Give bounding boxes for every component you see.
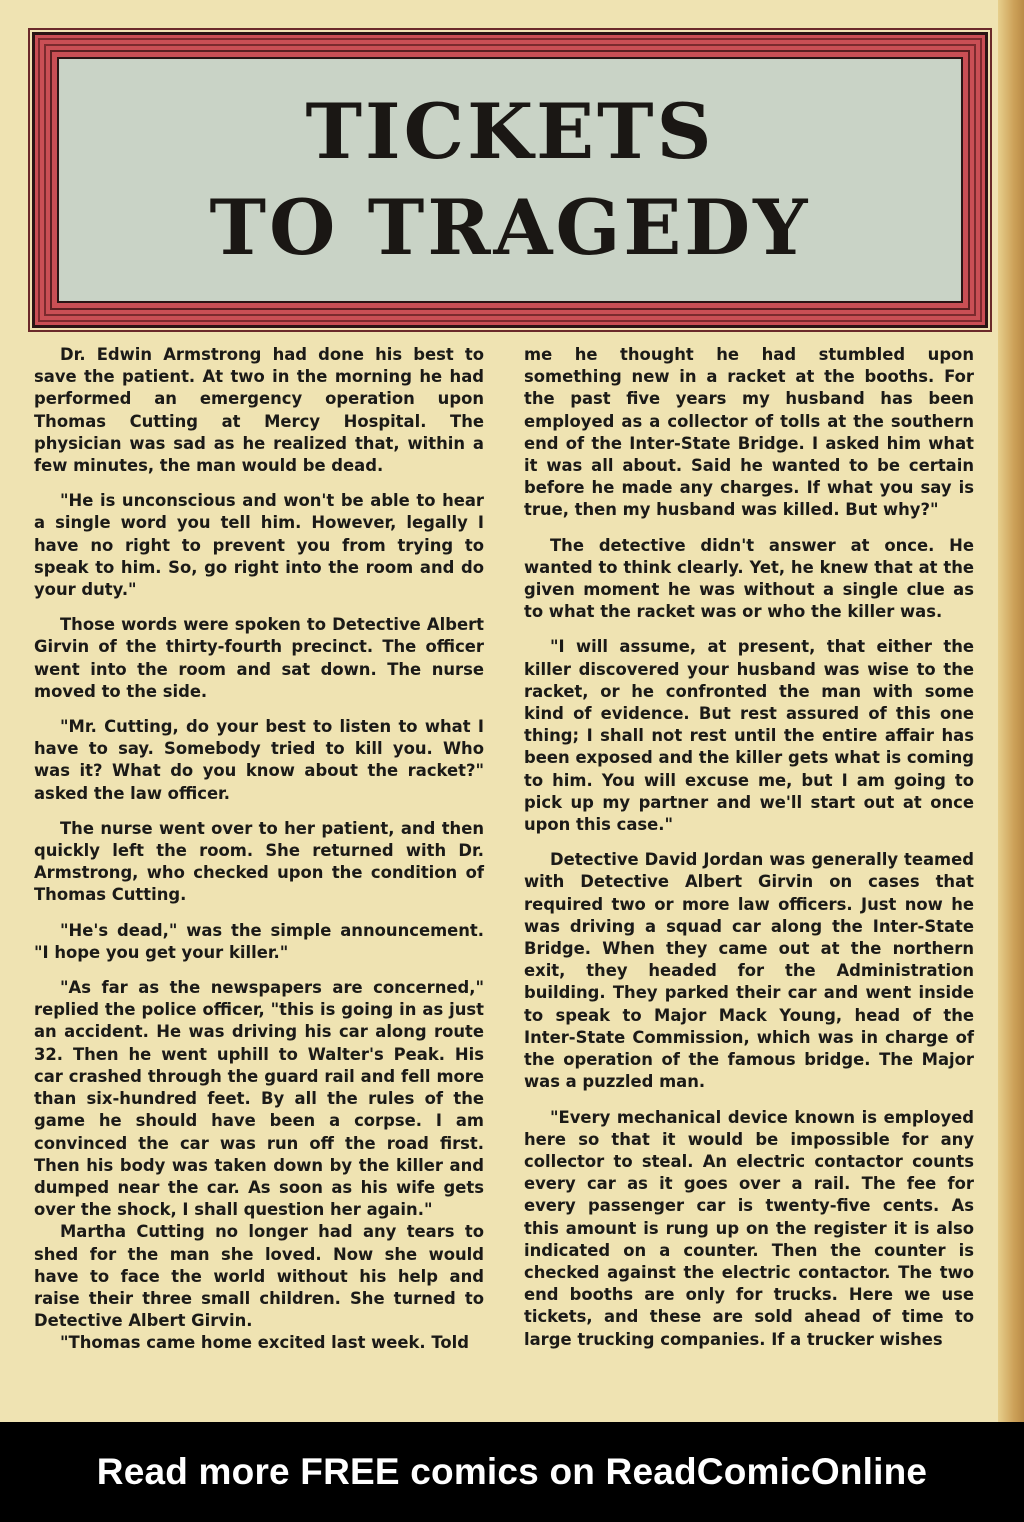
- page-edge: [998, 0, 1024, 1422]
- paragraph: "Every mechanical device known is employed here so that it would be impossible for any collector to steal. An electric contactor counts every car as it goes over a rail. The fee for every passenger car is twenty-five cents. As this amount is rung up on the register it is also indicated on a counter. Then the counter is checked against the electric contactor. The two end booths are only for trucks. Here we use tickets, and these are sold ahead of time to large trucking companies. If a trucker wishes: [524, 1107, 974, 1349]
- paragraph: Dr. Edwin Armstrong had done his best to save the patient. At two in the morning he had performed an emergency operation upon Thomas Cutting at Mercy Hospital. The physician was sad as he realized that, within a few minutes, the man would be dead.: [34, 345, 484, 476]
- paragraph: The detective didn't answer at once. He wanted to think clearly. Yet, he knew that at the given moment he was without a single clue as to what the racket was or who the killer was.: [524, 535, 974, 622]
- paragraph: "As far as the newspapers are concerned," replied the police officer, "this is going in as just an accident. He was driving his car along route 32. Then he went uphill to Walter's Peak. His car crashed through the guard rail and fell more than six-hundred feet. By all the rules of the game he should have been a corpse. I am convinced the car was run off the road first. Then his body was taken down by the killer and dumped near the car. As soon as his wife gets over the shock, I shall question her again.": [34, 978, 484, 1220]
- paragraph: "I will assume, at present, that either the killer discovered your husband was wise to the racket, or he confronted the man with some kind of evidence. But rest assured of this one thing; I shall not rest until the entire affair has been exposed and the killer gets what is coming to him. You will excuse me, but I am going to pick up my partner and we'll start out at once upon this case.": [524, 637, 974, 835]
- right-column: [524, 344, 974, 1351]
- paragraph: "He is unconscious and won't be able to hear a single word you tell him. However, legally I have no right to prevent you from trying to speak to him. So, go right into the room and do your duty.": [34, 491, 484, 600]
- paragraph: "Mr. Cutting, do your best to listen to what I have to say. Somebody tried to kill you. Who was it? What do you know about the racket?" asked the law officer.: [34, 717, 484, 803]
- title-panel: [57, 57, 963, 303]
- promo-banner-text[interactable]: Read more FREE comics on ReadComicOnline: [96, 1451, 928, 1492]
- paragraph: Martha Cutting no longer had any tears to shed for the man she loved. Now she would have to face the world without his help and raise their three small children. She turned to Detective Albert Girvin.: [34, 1222, 484, 1331]
- left-column: [34, 344, 484, 1355]
- paragraph: The nurse went over to her patient, and then quickly left the room. She returned with Dr. Armstrong, who checked upon the condition of Thomas Cutting.: [34, 818, 484, 905]
- title-line-2: TO TRAGEDY: [209, 183, 811, 272]
- paragraph: "He's dead," was the simple announcement. "I hope you get your killer.": [34, 920, 484, 962]
- promo-banner[interactable]: [0, 1422, 1024, 1522]
- paragraph: Detective David Jordan was generally teamed with Detective Albert Girvin on cases that required two or more law officers. Just now he was driving a squad car along the Inter-State Bridge. When they came out at the northern exit, they headed for the Administration building. They parked their car and went inside to speak to Major Mack Young, head of the Inter-State Commission, which was in charge of the operation of the famous bridge. The Major was a puzzled man.: [524, 850, 974, 1092]
- title-frame: [32, 32, 988, 328]
- paragraph: Those words were spoken to Detective Albert Girvin of the thirty-fourth precinct. The officer went into the room and sat down. The nurse moved to the side.: [34, 615, 484, 701]
- paragraph: "Thomas came home excited last week. Told: [60, 1333, 469, 1353]
- title-line-1: TICKETS: [305, 87, 715, 176]
- paragraph: me he thought he had stumbled upon something new in a racket at the booths. For the past five years my husband has been employed as a collector of tolls at the southern end of the Inter-State Bridge. I asked him what it was all about. Said he wanted to be certain before he made any charges. If what you say is true, then my husband was killed. But why?": [524, 345, 974, 520]
